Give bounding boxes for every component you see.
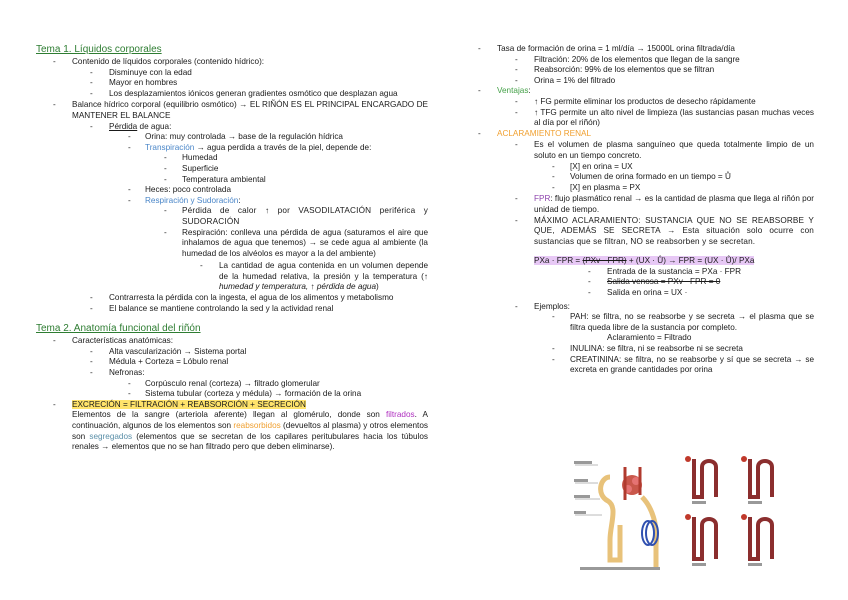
list-item: - PAH: se filtra, no se reabsorbe y se secreta → el plasma que se filtra queda libre de la sustancia por completo. (552, 312, 814, 332)
list-item: - Salida venosa = PXv · FPR = 0 (588, 277, 721, 287)
excretion-highlight: EXCRECIÓN = FILTRACIÓN + REABSORCIÓN + SECRECIÓN (72, 399, 306, 409)
list-item: - ACLARAMIENTO RENAL (478, 128, 592, 138)
list-item: - Balance hídrico corporal (equilibrio osmótico) → EL RIÑÓN ES EL PRINCIPAL ENCARGADO DE MANTENER EL BALANCE (53, 100, 428, 120)
list-item: - Nefronas: (90, 368, 145, 378)
list-item: - Respiración y Sudoración: (128, 195, 241, 205)
list-item: - Características anatómicas: (53, 336, 174, 346)
list-item: - Los desplazamientos iónicos generan gradientes osmótico que desplazan agua (90, 88, 398, 98)
list-item: - MÁXIMO ACLARAMIENTO: SUSTANCIA QUE NO SE REABSORBE Y QUE, ADEMÁS SE SECRETA → Esta situación solo ocurre con sustancias que se filtran, NO se reabsorben y se secretan. (515, 215, 814, 246)
list-item: - Contrarresta la pérdida con la ingesta, el agua de los alimentos y metabolismo (90, 293, 394, 303)
list-item: - Salida en orina = UX · (588, 288, 688, 298)
nephron-small-diagram-4 (741, 514, 772, 566)
list-item: - INULINA: se filtra, ni se reabsorbe ni se secreta (552, 344, 743, 354)
list-item: - Temperatura ambiental (164, 174, 266, 184)
left-column (36, 44, 428, 453)
list-item: - La cantidad de agua contenida en un volumen depende de la humedad relativa, la presión y la temperatura (↑ humedad y temperatura, ↑ pérdida de agua) (200, 261, 428, 292)
paragraph: Elementos de la sangre (arteriola aferente) llegan al glomérulo, donde son filtrados. A continuación, algunos de los elementos son reabsorbidos (devueltos al plasma) y otros elementos son segregados (elementos que se secretan de los capilares peritubulares hacia los túbulos renales → elementos que no se han filtrado pero que deben eliminarse). (72, 410, 429, 452)
list-item: - Humedad (164, 153, 218, 163)
list-item: - Superficie (164, 163, 219, 173)
clearance-formula: PXa · FPR = (PXv · FPR) + (UX · Ů) → FPR = (UX · Ů)/ PXa (534, 256, 755, 266)
list-item: Aclaramiento = Filtrado (607, 333, 692, 343)
list-item: - Alta vascularización → Sistema portal (90, 346, 247, 356)
list-item: - Filtración: 20% de los elementos que llegan de la sangre (515, 54, 740, 64)
section-title-1: Tema 1. Líquidos corporales (36, 44, 162, 55)
list-item: - Transpiración → agua perdida a través de la piel, depende de: (128, 142, 372, 152)
clearance-heading: ACLARAMIENTO RENAL (497, 128, 592, 138)
list-item: - Volumen de orina formado en un tiempo = Ů (552, 172, 731, 182)
list-item: - Ventajas: (478, 86, 531, 96)
nephron-small-diagram-2 (741, 456, 772, 504)
nephron-large-diagram (570, 455, 670, 573)
list-item: - Ejemplos: (515, 301, 570, 311)
list-item: - Respiración: conlleva una pérdida de agua (saturamos el aire que inhalamos de agua que tenemos) → se cede agua al ambiente (la humedad de los alvéolos es mayor a la del ambiente) (164, 227, 428, 258)
list-item: - Orina: muy controlada → base de la regulación hídrica (128, 132, 343, 142)
list-item: - Disminuye con la edad (90, 67, 192, 77)
list-item: - Mayor en hombres (90, 78, 178, 88)
list-item: - Reabsorción: 99% de los elementos que se filtran (515, 65, 715, 75)
list-item: - Pérdida de agua: (90, 121, 172, 131)
list-item: - Médula + Corteza = Lóbulo renal (90, 357, 229, 367)
nephron-small-diagram-3 (685, 514, 716, 566)
list-item: - [X] en plasma = PX (552, 182, 641, 192)
list-item: - Corpúsculo renal (corteza) → filtrado glomerular (128, 378, 320, 388)
list-item: - EXCRECIÓN = FILTRACIÓN + REABSORCIÓN + SECRECIÓN (53, 399, 306, 409)
list-item: - [X] en orina = UX (552, 161, 633, 171)
list-item: - Orina = 1% del filtrado (515, 75, 616, 85)
right-column (478, 44, 814, 376)
section-title-2: Tema 2. Anatomía funcional del riñón (36, 323, 201, 335)
list-item: - Pérdida de calor ↑ por VASODILATACIÓN periférica y SUDORACIÓN (164, 206, 428, 226)
list-item: - Heces: poco controlada (128, 185, 232, 195)
nephron-small-diagram-1 (685, 456, 716, 504)
nephron-diagrams (570, 455, 828, 573)
list-item: - El balance se mantiene controlando la sed y la actividad renal (90, 303, 334, 313)
list-item: - Contenido de líquidos corporales (contenido hídrico): (53, 57, 265, 66)
list-item: - Entrada de la sustancia = PXa · FPR (588, 266, 742, 276)
list-item: - FPR: flujo plasmático renal → es la cantidad de plasma que llega al riñón por unidad de tiempo. (515, 194, 814, 214)
list-item: - Tasa de formación de orina = 1 ml/día → 15000L orina filtrada/día (478, 44, 735, 53)
list-item: - Es el volumen de plasma sanguíneo que queda totalmente limpio de un soluto en un tiempo concreto. (515, 140, 814, 160)
formula-line (478, 256, 814, 267)
list-item: - ↑ FG permite eliminar los productos de desecho rápidamente (515, 96, 756, 106)
list-item: - ↑ TFG permite un alto nivel de limpieza (las sustancias pasan muchas veces al día por el riñón) (515, 107, 814, 128)
list-item: - Sistema tubular (corteza y médula) → formación de la orina (128, 389, 362, 399)
list-item: - CREATININA: se filtra, no se reabsorbe y sí que se secreta → se excreta en grande cantidades por orina (552, 354, 814, 375)
